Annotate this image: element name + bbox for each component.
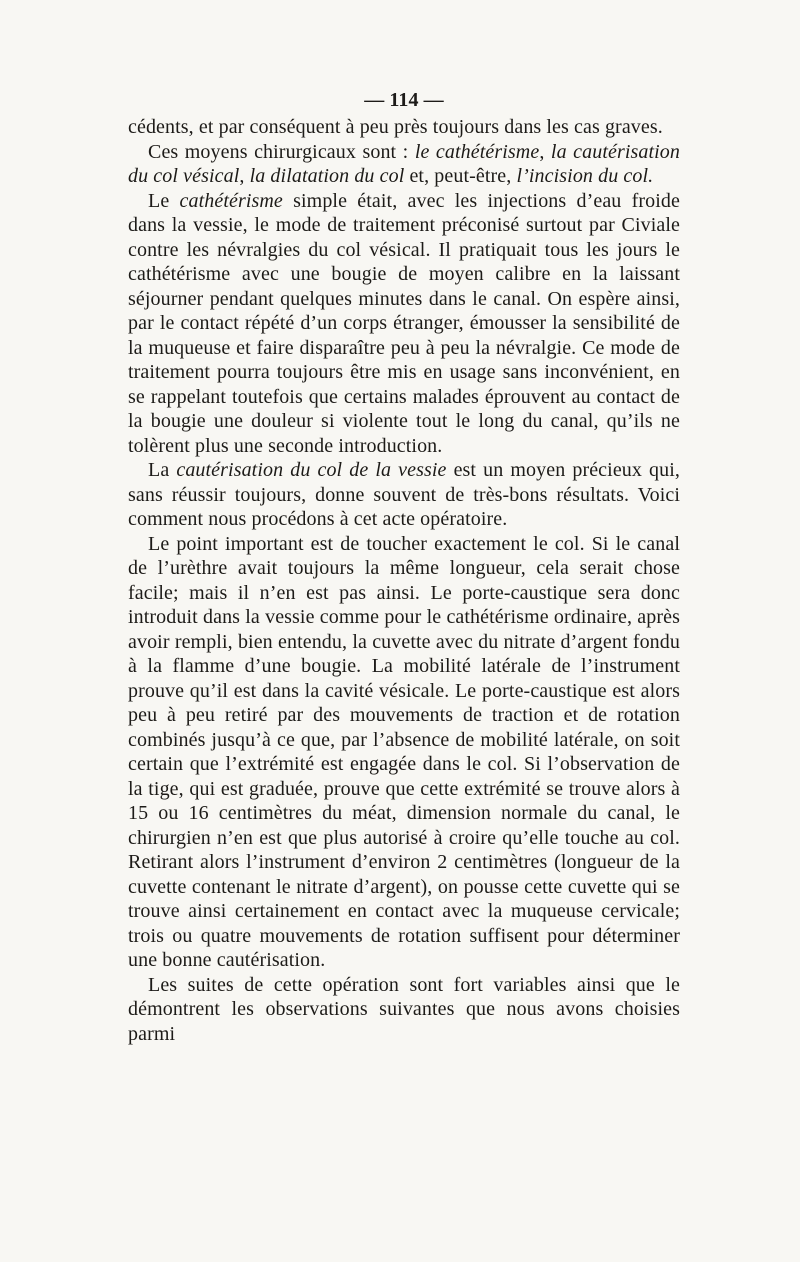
paragraph-2 xyxy=(128,140,680,189)
paragraph-2-part-5: , xyxy=(239,165,250,187)
paragraph-3-part-2: cathétérisme xyxy=(179,189,283,212)
page-number: — 114 — xyxy=(364,89,444,111)
paragraph-2-part-2: le cathétérisme xyxy=(414,140,540,163)
paragraph-3 xyxy=(128,189,680,459)
paragraph-2-part-4: la cautérisation du col vésical xyxy=(128,140,680,187)
paragraph-4-part-2: cautérisation du col de la vessie xyxy=(176,459,447,481)
paragraph-4-part-3: est un moyen précieux qui, sans réussir toujours, donne souvent de très-bons résultats. Voici comment nous procédons à cet acte opératoire. xyxy=(128,459,680,530)
paragraph-1 xyxy=(128,115,680,140)
page-text-block xyxy=(128,88,680,1046)
paragraph-2-part-1: Ces moyens chirurgicaux sont : xyxy=(148,140,415,163)
paragraph-2-part-7: et, peut-être, xyxy=(404,165,517,187)
paragraph-3-part-3: simple était, avec les injections d’eau froide dans la vessie, le mode de traitement préconisé surtout par Civiale contre les névralgies du col vésical. Il pratiquait tous les jours le cathétérisme avec une bougie de moyen calibre en la laissant séjourner pendant quelques minutes dans le canal. On espère ainsi, par le contact répété d’un corps étranger, émousser la sensibilité de la muqueuse et faire disparaître peu à peu la névralgie. Ce mode de traitement pourra toujours être mis en usage sans inconvénient, en se rappelant toutefois que certains malades éprouvent au contact de la bougie une douleur si violente tout le long du canal, qu’ils ne tolèrent plus une seconde introduction. xyxy=(128,189,680,457)
paragraph-5 xyxy=(128,532,680,973)
paragraph-2-part-6: la dilatation du col xyxy=(249,165,405,187)
paragraph-6-part-1: Les suites de cette opération sont fort variables ainsi que le démontrent les observations suivantes que nous avons choisies parmi xyxy=(128,973,680,1045)
paragraph-5-part-1: Le point important est de toucher exactement le col. Si le canal de l’urèthre avait toujours la même longueur, cela serait chose facile; mais il n’en est pas ainsi. Le porte-caustique sera donc introduit dans la vessie comme pour le cathétérisme ordinaire, après avoir rempli, bien entendu, la cuvette avec du nitrate d’argent fondu à la flamme d’une bougie. La mobilité latérale de l’instrument prouve qu’il est dans la cavité vésicale. Le porte-caustique est alors peu à peu retiré par des mouvements de traction et de rotation combinés jusqu’à ce que, par l’absence de mobilité latérale, on soit certain que l’extrémité est engagée dans le col. Si l’observation de la tige, qui est graduée, prouve que cette extrémité se trouve alors à 15 ou 16 centimètres du méat, dimension normale du canal, le chirurgien n’en est que plus autorisé à croire qu’elle touche au col. Retirant alors l’instrument d’environ 2 centimètres (longueur de la cuvette contenant le nitrate d’argent), on pousse cette cuvette qui se trouve ainsi certainement en contact avec la muqueuse cervicale; trois ou quatre mouvements de rotation suffisent pour déterminer une bonne cautérisation. xyxy=(128,532,680,971)
paragraph-2-part-3: , xyxy=(539,140,551,163)
paragraph-2-part-8: l’incision du col. xyxy=(516,165,654,187)
paragraph-4-part-1: La xyxy=(148,459,177,481)
paragraph-1-part-1: cédents, et par conséquent à peu près toujours dans les cas graves. xyxy=(128,116,663,138)
paragraph-4 xyxy=(128,458,680,532)
paragraph-3-part-1: Le xyxy=(148,189,180,212)
paragraph-6 xyxy=(128,973,680,1047)
